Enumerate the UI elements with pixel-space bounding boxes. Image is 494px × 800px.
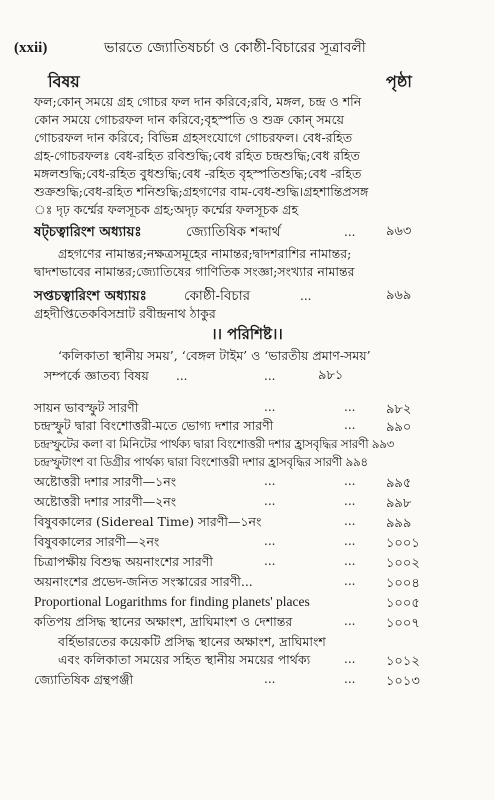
chapter-47-subtitle: কোষ্ঠী-বিচার bbox=[184, 288, 251, 304]
toc-entry-text: চন্দ্রস্ফুট দ্বারা বিংশোত্তরী-মতে ভোগ্য দশার সারণী bbox=[34, 418, 274, 433]
chapter-47-title: সপ্তচত্বারিংশ অধ্যায়ঃ bbox=[34, 288, 147, 304]
toc-entry-dots: ... bbox=[344, 534, 356, 548]
toc-entry-text: Proportional Logarithms for finding planets' places bbox=[34, 594, 310, 609]
appendix-intro-dots: ... bbox=[264, 369, 276, 383]
toc-entry-page: ১০০৪ bbox=[386, 576, 420, 591]
toc-entry bbox=[0, 474, 494, 490]
toc-entry-dots: ... bbox=[344, 614, 356, 628]
intro-line: কোন সময়ে গোচরফল দান করিবে;বৃহস্পতি ও শুক্র কোন্ সময়ে bbox=[34, 112, 344, 127]
toc-entry-dots: ... bbox=[344, 514, 356, 528]
toc-entry-dots: ... bbox=[264, 494, 276, 508]
appendix-intro-line: ‘কলিকাতা স্থানীয় সময়’, ‘বেঙ্গল টাইম’ ও ‘ভারতীয় প্রমাণ-সময়’ bbox=[58, 348, 371, 363]
toc-entry-dots: ... bbox=[344, 418, 356, 432]
toc-entry-text: অষ্টোত্তরী দশার সারণী—১নং bbox=[34, 474, 177, 489]
toc-entry bbox=[0, 514, 494, 530]
toc-entry-dots: ... bbox=[264, 534, 276, 548]
toc-entry-dots: ... bbox=[264, 554, 276, 568]
toc-entry bbox=[0, 652, 494, 668]
chapter-47-page: ৯৬৯ bbox=[386, 288, 412, 303]
toc-entry-text: বিষুবকালের সারণী—২নং bbox=[34, 534, 160, 549]
toc-entry-text: কতিপয় প্রসিদ্ধ স্থানের অক্ষাংশ, দ্রাঘিমাংশ ও দেশান্তর bbox=[34, 614, 293, 629]
toc-entry-page: ১০০১ bbox=[386, 536, 420, 551]
toc-entry-page: ১০১২ bbox=[386, 654, 420, 669]
page-column-heading: পৃষ্ঠা bbox=[386, 72, 412, 91]
toc-entry-page: ৯৯৮ bbox=[386, 496, 412, 511]
chapter-46-dots: ... bbox=[344, 225, 356, 239]
intro-line: গোচরফল দান করিবে; বিভিন্ন গ্রহসংযোগে গোচরফল। বেধ-রহিত bbox=[34, 130, 353, 145]
toc-entry-page: ১০০২ bbox=[386, 556, 420, 571]
toc-entry bbox=[0, 454, 494, 470]
intro-line: গ্রহ-গোচরফলঃ বেধ-রহিত রবিশুদ্ধি;বেধ রহিত চন্দ্রশুদ্ধি;বেধ রহিত bbox=[34, 148, 360, 163]
chapter-46-page: ৯৬৩ bbox=[386, 224, 412, 239]
toc-entry bbox=[0, 614, 494, 630]
toc-entry-text: সায়ন ভাবস্ফুট সারণী bbox=[34, 400, 139, 415]
chapter-46-line: দ্বাদশভাবের নামান্তর;জ্যোতিষের গাণিতিক সংজ্ঞা;সংখ্যার নামান্তর bbox=[34, 264, 355, 279]
toc-entry-dots: ... bbox=[264, 474, 276, 488]
toc-entry-page: ৯৮২ bbox=[386, 402, 412, 417]
appendix-intro-page: ৯৮১ bbox=[318, 368, 344, 383]
chapter-47-dots: ... bbox=[300, 289, 312, 303]
appendix-title: ।। পরিশিষ্ট।। bbox=[211, 325, 283, 343]
chapter-46-subtitle: জ্যোতিষিক শব্দার্থ bbox=[186, 224, 281, 240]
page-number: (xxii) bbox=[14, 40, 48, 56]
toc-entry-page: ১০০৭ bbox=[386, 616, 420, 631]
toc-entry-page: ১০১৩ bbox=[386, 674, 420, 689]
toc-entry-text: বিষুবকালের (Sidereal Time) সারণী—১নং bbox=[34, 514, 262, 529]
toc-entry-dots: ... bbox=[264, 672, 276, 686]
toc-entry-dots: ... bbox=[344, 400, 356, 414]
intro-line: মঙ্গলশুদ্ধি;বেধ-রহিত বুধশুদ্ধি;বেধ -রহিত বৃহস্পতিশুদ্ধি;বেধ -রহিত bbox=[34, 166, 362, 181]
toc-entry-text: চন্দ্রস্ফুটাংশ বা ডিগ্রীর পার্থক্য দ্বারা বিংশোত্তরী দশার হ্রাসবৃদ্ধির সারণী ৯৯৪ bbox=[34, 455, 368, 469]
toc-entry bbox=[0, 672, 494, 688]
toc-entry-dots: ... bbox=[344, 672, 356, 686]
page-header-title: ভারতে জ্যোতিষচর্চা ও কোষ্ঠী-বিচারের সূত্রাবলী bbox=[104, 40, 366, 56]
toc-entry bbox=[0, 418, 494, 434]
toc-entry-dots: ... bbox=[264, 400, 276, 414]
toc-entry bbox=[0, 574, 494, 590]
toc-entry-text: অয়নাংশের প্রভেদ-জনিত সংস্কারের সারণী... bbox=[34, 574, 253, 589]
toc-entry-dots: ... bbox=[344, 494, 356, 508]
intro-line: শুক্রশুদ্ধি;বেধ-রহিত শনিশুদ্ধি;গ্রহগণের বাম-বেধ-শুদ্ধি।গ্রহশান্তিপ্রসঙ্গ bbox=[34, 184, 369, 199]
chapter-46-line: গ্রহগণের নামান্তর;নক্ষত্রসমূহের নামান্তর;দ্বাদশরাশির নামান্তর; bbox=[58, 246, 352, 261]
appendix-intro-dots: ... bbox=[176, 369, 188, 383]
toc-entry bbox=[0, 400, 494, 416]
toc-entry-dots: ... bbox=[344, 474, 356, 488]
toc-entry bbox=[0, 594, 494, 610]
toc-entry-page: ৯৯০ bbox=[386, 420, 412, 435]
intro-line: ঃ দৃঢ় কর্ম্মের ফলসূচক গ্রহ;অদৃঢ় কর্ম্মের ফলসূচক গ্রহ bbox=[34, 202, 299, 217]
toc-entry-dots: ... bbox=[344, 652, 356, 666]
toc-entry-text: চন্দ্রস্ফুটের কলা বা মিনিটের পার্থক্য দ্বারা বিংশোত্তরী দশার হ্রাসবৃদ্ধির সারণী ৯৯৩ bbox=[34, 437, 395, 451]
toc-entry-page: ৯৯৯ bbox=[386, 516, 412, 531]
toc-entry-page: ৯৯৫ bbox=[386, 476, 412, 491]
subject-column-heading: বিষয় bbox=[48, 72, 80, 91]
toc-entry-text: বর্হিভারতের কয়েকটি প্রসিদ্ধ স্থানের অক্ষাংশ, দ্রাঘিমাংশ bbox=[58, 634, 326, 649]
toc-entry bbox=[0, 436, 494, 452]
toc-entry bbox=[0, 534, 494, 550]
toc-entry bbox=[0, 554, 494, 570]
toc-entry-text: অষ্টোত্তরী দশার সারণী—২নং bbox=[34, 494, 177, 509]
appendix-intro-line-2: সম্পর্কে জ্ঞাতব্য বিষয় bbox=[44, 368, 149, 383]
toc-entry-text: জ্যোতিষিক গ্রন্থপঞ্জী bbox=[34, 672, 134, 687]
chapter-46-title: ষট্চত্বারিংশ অধ্যায়ঃ bbox=[34, 224, 142, 240]
toc-entry-text: এবং কলিকাতা সময়ের সহিত স্থানীয় সময়ের পার্থক্য bbox=[58, 652, 311, 667]
toc-entry bbox=[0, 494, 494, 510]
toc-entry-dots: ... bbox=[344, 574, 356, 588]
toc-entry-dots: ... bbox=[344, 554, 356, 568]
chapter-47-line: গ্রহদীপ্তিতেকবিসম্রাট রবীন্দ্রনাথ ঠাকুর bbox=[34, 306, 216, 321]
intro-line: ফল;কোন্ সময়ে গ্রহ গোচর ফল দান করিবে;রবি, মঙ্গল, চন্দ্র ও শনি bbox=[34, 94, 362, 109]
toc-entry-page: ১০০৫ bbox=[386, 596, 420, 611]
toc-entry-text: চিত্রাপক্ষীয় বিশুদ্ধ অয়নাংশের সারণী bbox=[34, 554, 213, 569]
toc-entry bbox=[0, 634, 494, 650]
